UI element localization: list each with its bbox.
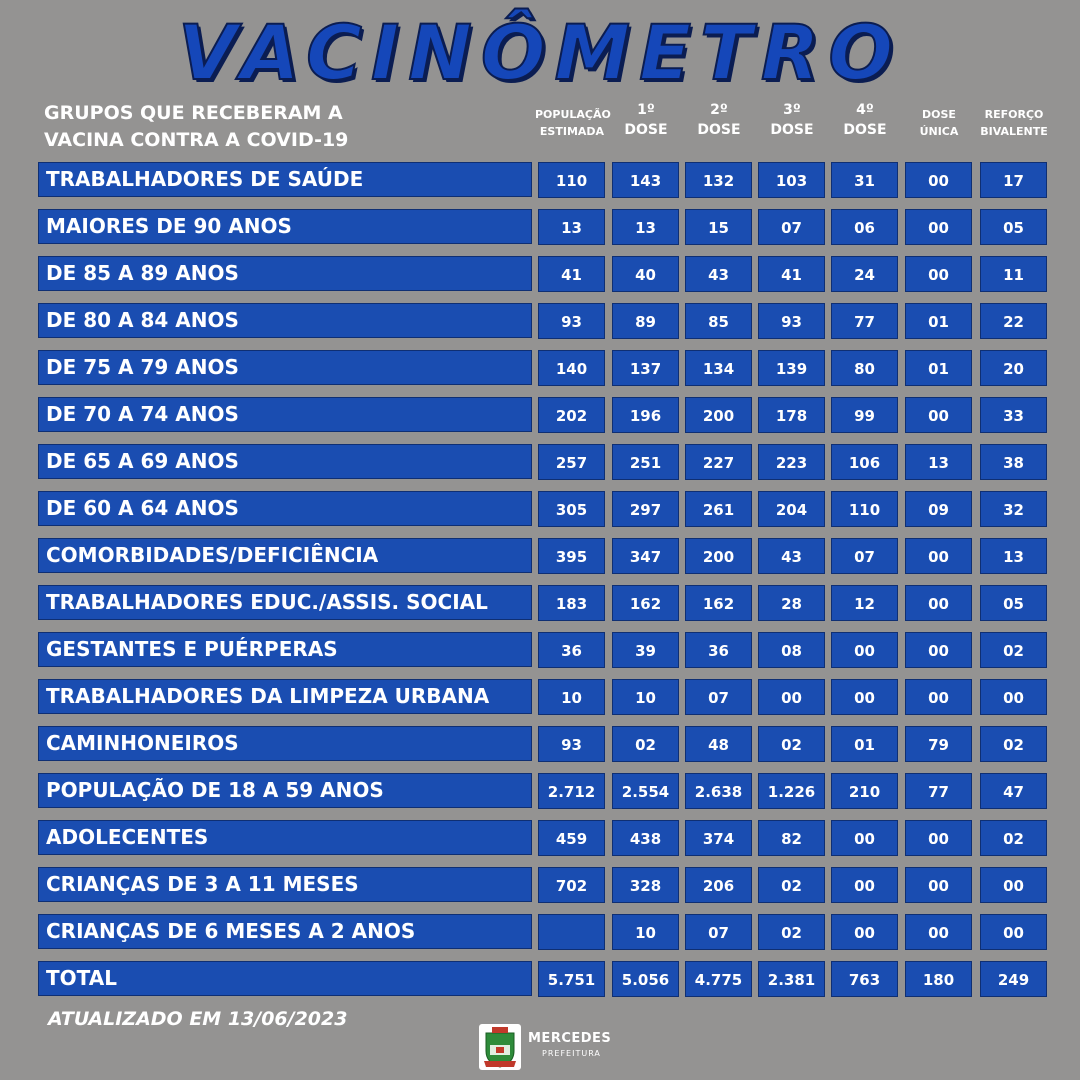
table-cell: 80: [831, 350, 898, 386]
row-label: DE 75 A 79 ANOS: [38, 350, 532, 385]
row-label: GESTANTES E PUÉRPERAS: [38, 632, 532, 667]
table-cell: 02: [758, 914, 825, 950]
table-cell: 10: [612, 679, 679, 715]
table-cell: 02: [980, 632, 1047, 668]
table-cell: 41: [538, 256, 605, 292]
table-cell: 2.554: [612, 773, 679, 809]
table-cell: 5.751: [538, 961, 605, 997]
table-cell: 22: [980, 303, 1047, 339]
table-cell: 82: [758, 820, 825, 856]
table-cell: 763: [831, 961, 898, 997]
table-cell: 00: [831, 632, 898, 668]
row-label: COMORBIDADES/DEFICIÊNCIA: [38, 538, 532, 573]
table-cell: 32: [980, 491, 1047, 527]
column-header: [977, 106, 1051, 140]
row-label: DE 80 A 84 ANOS: [38, 303, 532, 338]
table-cell: 459: [538, 820, 605, 856]
groups-header: [44, 100, 348, 154]
logo-subtitle: PREFEITURA: [542, 1049, 601, 1058]
column-header: [535, 106, 609, 140]
table-cell: 05: [980, 585, 1047, 621]
row-label: TOTAL: [38, 961, 532, 996]
table-cell: 13: [538, 209, 605, 245]
table-cell: 249: [980, 961, 1047, 997]
table-cell: 110: [538, 162, 605, 198]
table-cell: 06: [831, 209, 898, 245]
column-header-line1: DOSE: [922, 108, 956, 121]
table-cell: 01: [905, 350, 972, 386]
table-cell: 2.712: [538, 773, 605, 809]
column-header-line2: DOSE: [770, 122, 814, 138]
table-cell: 07: [685, 914, 752, 950]
row-label: ADOLECENTES: [38, 820, 532, 855]
table-cell: 395: [538, 538, 605, 574]
table-cell: 28: [758, 585, 825, 621]
table-cell: 5.056: [612, 961, 679, 997]
groups-header-line1: GRUPOS QUE RECEBERAM A: [44, 102, 343, 124]
table-cell: 374: [685, 820, 752, 856]
table-cell: 00: [905, 585, 972, 621]
table-cell: 15: [685, 209, 752, 245]
table-cell: 200: [685, 397, 752, 433]
table-cell: 00: [758, 679, 825, 715]
table-cell: 07: [831, 538, 898, 574]
table-cell: 99: [831, 397, 898, 433]
table-cell: 02: [758, 726, 825, 762]
table-cell: 00: [980, 679, 1047, 715]
coat-of-arms-icon: [478, 1023, 522, 1071]
table-cell: 11: [980, 256, 1047, 292]
table-cell: 36: [685, 632, 752, 668]
table-cell: [538, 914, 605, 950]
row-label: DE 65 A 69 ANOS: [38, 444, 532, 479]
table-cell: 13: [980, 538, 1047, 574]
row-label: MAIORES DE 90 ANOS: [38, 209, 532, 244]
table-cell: 180: [905, 961, 972, 997]
table-cell: 89: [612, 303, 679, 339]
table-cell: 00: [831, 679, 898, 715]
table-cell: 33: [980, 397, 1047, 433]
table-cell: 702: [538, 867, 605, 903]
column-header-line1: 2º: [710, 102, 728, 118]
column-header: [902, 106, 976, 140]
table-cell: 01: [905, 303, 972, 339]
table-cell: 08: [758, 632, 825, 668]
table-cell: 261: [685, 491, 752, 527]
table-cell: 36: [538, 632, 605, 668]
table-cell: 12: [831, 585, 898, 621]
column-header-line1: 1º: [637, 102, 655, 118]
table-cell: 4.775: [685, 961, 752, 997]
row-label: DE 70 A 74 ANOS: [38, 397, 532, 432]
row-label: DE 85 A 89 ANOS: [38, 256, 532, 291]
table-cell: 13: [905, 444, 972, 480]
table-cell: 137: [612, 350, 679, 386]
row-label: POPULAÇÃO DE 18 A 59 ANOS: [38, 773, 532, 808]
column-header: [682, 100, 756, 140]
table-cell: 196: [612, 397, 679, 433]
table-cell: 2.638: [685, 773, 752, 809]
table-cell: 297: [612, 491, 679, 527]
table-cell: 438: [612, 820, 679, 856]
logo-name: MERCEDES: [528, 1031, 612, 1046]
column-header: [609, 100, 683, 140]
table-cell: 43: [685, 256, 752, 292]
column-header-line2: DOSE: [624, 122, 668, 138]
table-cell: 77: [831, 303, 898, 339]
column-header-line2: BIVALENTE: [980, 125, 1048, 138]
table-cell: 77: [905, 773, 972, 809]
row-label: DE 60 A 64 ANOS: [38, 491, 532, 526]
table-cell: 202: [538, 397, 605, 433]
table-cell: 00: [905, 632, 972, 668]
row-label: TRABALHADORES DE SAÚDE: [38, 162, 532, 197]
table-cell: 227: [685, 444, 752, 480]
table-cell: 178: [758, 397, 825, 433]
column-header: [755, 100, 829, 140]
table-cell: 2.381: [758, 961, 825, 997]
row-label: CRIANÇAS DE 3 A 11 MESES: [38, 867, 532, 902]
table-cell: 347: [612, 538, 679, 574]
table-cell: 00: [831, 820, 898, 856]
table-cell: 17: [980, 162, 1047, 198]
table-cell: 07: [685, 679, 752, 715]
table-cell: 140: [538, 350, 605, 386]
column-header-line2: ESTIMADA: [539, 125, 605, 138]
table-cell: 05: [980, 209, 1047, 245]
table-cell: 47: [980, 773, 1047, 809]
table-cell: 1.226: [758, 773, 825, 809]
row-label: CRIANÇAS DE 6 MESES A 2 ANOS: [38, 914, 532, 949]
table-cell: 00: [980, 867, 1047, 903]
table-cell: 210: [831, 773, 898, 809]
column-header-line2: DOSE: [697, 122, 741, 138]
table-cell: 39: [612, 632, 679, 668]
table-cell: 00: [980, 914, 1047, 950]
table-cell: 103: [758, 162, 825, 198]
updated-date: ATUALIZADO EM 13/06/2023: [48, 1008, 348, 1030]
table-cell: 139: [758, 350, 825, 386]
table-cell: 01: [831, 726, 898, 762]
table-cell: 00: [905, 820, 972, 856]
table-cell: 10: [538, 679, 605, 715]
table-cell: 00: [905, 867, 972, 903]
table-cell: 07: [758, 209, 825, 245]
table-cell: 20: [980, 350, 1047, 386]
table-cell: 162: [685, 585, 752, 621]
table-cell: 93: [538, 726, 605, 762]
table-cell: 328: [612, 867, 679, 903]
page-title: VACINÔMETRO: [178, 8, 902, 97]
table-cell: 10: [612, 914, 679, 950]
table-cell: 02: [980, 726, 1047, 762]
table-cell: 132: [685, 162, 752, 198]
table-cell: 00: [905, 538, 972, 574]
table-cell: 257: [538, 444, 605, 480]
column-header-line2: ÚNICA: [919, 125, 959, 138]
table-cell: 143: [612, 162, 679, 198]
table-cell: 31: [831, 162, 898, 198]
table-cell: 02: [612, 726, 679, 762]
table-cell: 00: [905, 914, 972, 950]
table-cell: 204: [758, 491, 825, 527]
table-cell: 79: [905, 726, 972, 762]
table-cell: 00: [905, 679, 972, 715]
table-cell: 02: [758, 867, 825, 903]
table-cell: 85: [685, 303, 752, 339]
column-header-line1: POPULAÇÃO: [535, 108, 611, 121]
column-header-line1: 3º: [783, 102, 801, 118]
column-header-line2: DOSE: [843, 122, 887, 138]
column-header: [828, 100, 902, 140]
table-cell: 110: [831, 491, 898, 527]
table-cell: 00: [905, 162, 972, 198]
table-cell: 134: [685, 350, 752, 386]
table-cell: 00: [905, 397, 972, 433]
table-cell: 38: [980, 444, 1047, 480]
table-cell: 24: [831, 256, 898, 292]
table-cell: 43: [758, 538, 825, 574]
table-cell: 206: [685, 867, 752, 903]
table-cell: 106: [831, 444, 898, 480]
table-cell: 00: [831, 867, 898, 903]
table-cell: 09: [905, 491, 972, 527]
table-cell: 183: [538, 585, 605, 621]
table-cell: 305: [538, 491, 605, 527]
table-cell: 00: [831, 914, 898, 950]
table-cell: 162: [612, 585, 679, 621]
table-cell: 00: [905, 209, 972, 245]
row-label: CAMINHONEIROS: [38, 726, 532, 761]
table-cell: 13: [612, 209, 679, 245]
table-cell: 223: [758, 444, 825, 480]
row-label: TRABALHADORES DA LIMPEZA URBANA: [38, 679, 532, 714]
groups-header-line2: VACINA CONTRA A COVID-19: [44, 129, 349, 151]
table-cell: 48: [685, 726, 752, 762]
row-label: TRABALHADORES EDUC./ASSIS. SOCIAL: [38, 585, 532, 620]
table-cell: 93: [538, 303, 605, 339]
table-cell: 40: [612, 256, 679, 292]
table-cell: 02: [980, 820, 1047, 856]
table-cell: 251: [612, 444, 679, 480]
column-header-line1: 4º: [856, 102, 874, 118]
table-cell: 00: [905, 256, 972, 292]
column-header-line1: REFORÇO: [984, 108, 1044, 121]
table-cell: 200: [685, 538, 752, 574]
table-cell: 93: [758, 303, 825, 339]
table-cell: 41: [758, 256, 825, 292]
